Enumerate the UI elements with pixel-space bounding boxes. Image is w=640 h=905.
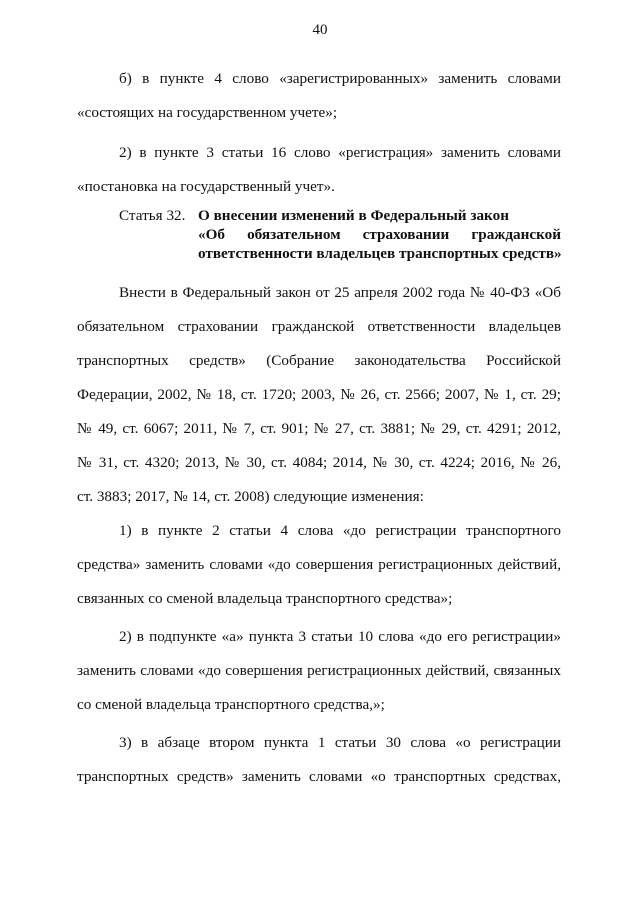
text-line: 3) в абзаце втором пункта 1 статьи 30 слова «о регистрации [119, 734, 561, 751]
text-line: ст. 3883; 2017, № 14, ст. 2008) следующие изменения: [77, 488, 424, 505]
paragraph-b [77, 62, 561, 130]
text-line: транспортных средств» (Собрание законодательства Российской [77, 352, 561, 369]
text-line: «состоящих на государственном учете»; [77, 104, 338, 121]
text-line: транспортных средств» заменить словами «о транспортных средствах, [77, 768, 561, 785]
text-line: обязательном страховании гражданской ответственности владельцев [77, 318, 561, 335]
text-line: заменить словами «до совершения регистрационных действий, связанных [77, 662, 561, 679]
item-3 [77, 726, 561, 794]
text-line: «постановка на государственный учет». [77, 178, 335, 195]
intro-paragraph [77, 276, 561, 514]
item-1 [77, 514, 561, 616]
text-line: средства» заменить словами «до совершения регистрационных действий, [77, 556, 561, 573]
article-title-line: «Об обязательном страховании гражданской [198, 226, 561, 243]
text-line: Федерации, 2002, № 18, ст. 1720; 2003, № 26, ст. 2566; 2007, № 1, ст. 29; [77, 386, 561, 403]
text-line: 1) в пункте 2 статьи 4 слова «до регистрации транспортного [119, 522, 561, 539]
article-title-line: О внесении изменений в Федеральный закон [198, 207, 509, 224]
text-line: Внести в Федеральный закон от 25 апреля 2002 года № 40-ФЗ «Об [119, 284, 561, 301]
text-line: № 49, ст. 6067; 2011, № 7, ст. 901; № 27, ст. 3881; № 29, ст. 4291; 2012, [77, 420, 561, 437]
text-line: со сменой владельца транспортного средства,»; [77, 696, 385, 713]
article-title [198, 206, 561, 263]
article-title-line: ответственности владельцев транспортных средств» [198, 245, 562, 262]
text-line: № 31, ст. 4320; 2013, № 30, ст. 4084; 2014, № 30, ст. 4224; 2016, № 26, [77, 454, 561, 471]
text-line: связанных со сменой владельца транспортного средства»; [77, 590, 453, 607]
text-line: б) в пункте 4 слово «зарегистрированных» заменить словами [119, 70, 561, 87]
item-2 [77, 620, 561, 722]
article-label: Статья 32. [119, 207, 186, 224]
page-number: 40 [312, 22, 328, 38]
paragraph-2 [77, 136, 561, 204]
text-line: 2) в пункте 3 статьи 16 слово «регистрация» заменить словами [119, 144, 561, 161]
text-line: 2) в подпункте «а» пункта 3 статьи 10 слова «до его регистрации» [119, 628, 561, 645]
